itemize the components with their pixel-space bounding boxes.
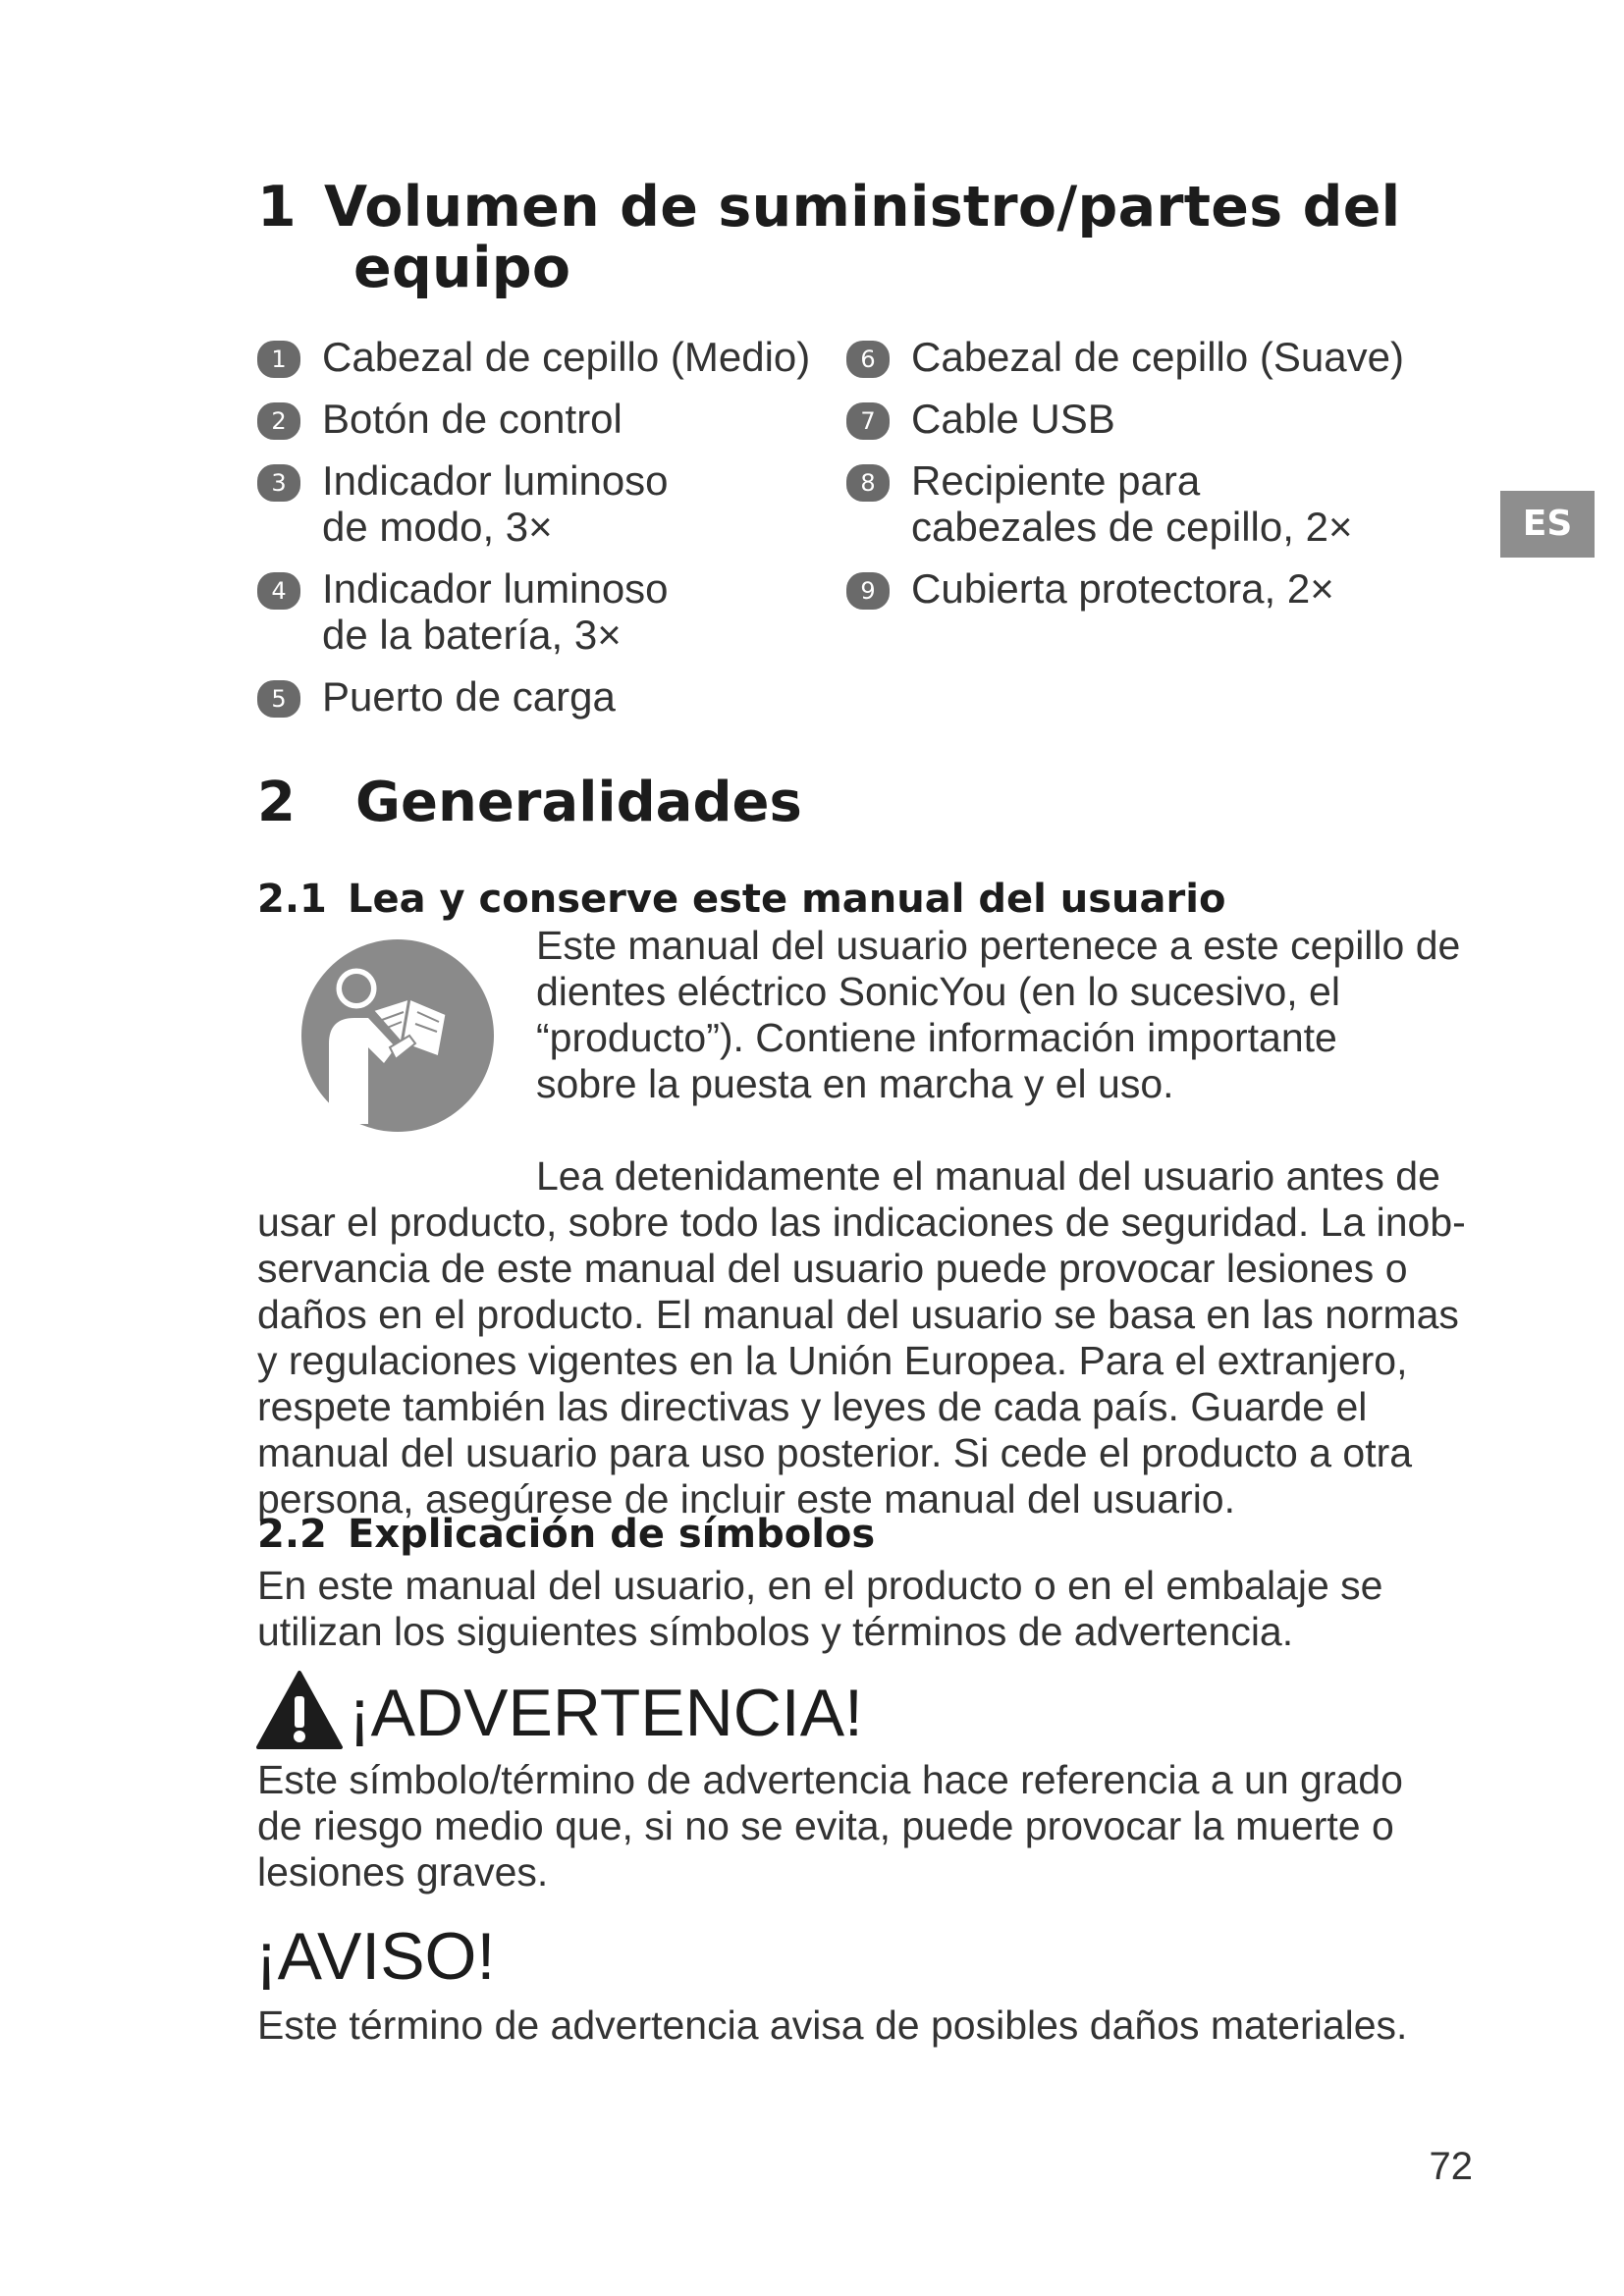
warning-label: ¡ADVERTENCIA! bbox=[349, 1676, 863, 1750]
subsection-2-2-title: Explicación de símbolos bbox=[348, 1512, 876, 1557]
part-item bbox=[257, 673, 846, 720]
part-label: Cabezal de cepillo (Medio) bbox=[322, 334, 811, 380]
part-number-badge: 4 bbox=[257, 572, 300, 610]
part-item bbox=[257, 334, 846, 380]
parts-list-right bbox=[846, 334, 1435, 627]
body-line: utilizan los siguientes símbolos y términos de advertencia. bbox=[257, 1609, 1294, 1654]
part-label-line-2: de la batería, 3× bbox=[322, 612, 622, 658]
part-label: Cable USB bbox=[911, 396, 1115, 442]
part-item bbox=[257, 457, 846, 550]
section-1-title-line-2: equipo bbox=[353, 236, 571, 300]
warning-triangle-icon bbox=[255, 1669, 344, 1751]
part-number-badge: 7 bbox=[846, 402, 890, 440]
intro-line: Este manual del usuario pertenece a este cepillo de bbox=[536, 923, 1461, 968]
read-manual-icon bbox=[299, 937, 496, 1134]
part-label: Recipiente para bbox=[911, 457, 1201, 504]
part-number-badge: 5 bbox=[257, 680, 300, 718]
subsection-2-2-heading bbox=[257, 1512, 875, 1557]
part-number-badge: 1 bbox=[257, 341, 300, 378]
section-1-title bbox=[324, 177, 1404, 298]
part-item bbox=[257, 565, 846, 658]
subsection-2-1-body bbox=[257, 1153, 1485, 1522]
body-line: Este término de advertencia avisa de posibles daños materiales. bbox=[257, 2002, 1408, 2048]
body-line: daños en el producto. El manual del usuario se basa en las normas bbox=[257, 1292, 1459, 1337]
section-2-title: Generalidades bbox=[355, 771, 802, 834]
part-label: Puerto de carga bbox=[322, 673, 616, 720]
subsection-2-1-heading bbox=[257, 877, 1225, 922]
part-number-badge: 9 bbox=[846, 572, 890, 610]
subsection-2-2-text bbox=[257, 1563, 1485, 1655]
intro-line: dientes eléctrico SonicYou (en lo sucesivo, el bbox=[536, 969, 1340, 1014]
body-line: Lea detenidamente el manual del usuario antes de bbox=[536, 1153, 1440, 1199]
body-line: y regulaciones vigentes en la Unión Europea. Para el extranjero, bbox=[257, 1338, 1408, 1383]
part-label-line-2: de modo, 3× bbox=[322, 504, 553, 550]
subsection-2-1-intro bbox=[536, 923, 1479, 1107]
notice-text bbox=[257, 2002, 1485, 2049]
part-label: Indicador luminoso bbox=[322, 457, 669, 504]
part-number-badge: 6 bbox=[846, 341, 890, 378]
part-label-line-2: cabezales de cepillo, 2× bbox=[911, 504, 1353, 550]
part-item bbox=[846, 457, 1435, 550]
intro-line: sobre la puesta en marcha y el uso. bbox=[536, 1061, 1174, 1106]
body-line: de riesgo medio que, si no se evita, puede provocar la muerte o bbox=[257, 1803, 1394, 1848]
body-line: respete también las directivas y leyes de cada país. Guarde el bbox=[257, 1384, 1368, 1429]
part-number-badge: 2 bbox=[257, 402, 300, 440]
part-item bbox=[846, 565, 1435, 612]
subsection-2-2-number: 2.2 bbox=[257, 1512, 327, 1557]
parts-list-left bbox=[257, 334, 846, 735]
page-number: 72 bbox=[1429, 2145, 1473, 2188]
body-line: Este símbolo/término de advertencia hace referencia a un grado bbox=[257, 1757, 1403, 1802]
body-line: En este manual del usuario, en el producto o en el embalaje se bbox=[257, 1563, 1383, 1608]
subsection-2-1-title: Lea y conserve este manual del usuario bbox=[348, 877, 1226, 922]
body-line: manual del usuario para uso posterior. Si cede el producto a otra bbox=[257, 1430, 1413, 1475]
part-label: Botón de control bbox=[322, 396, 623, 442]
part-item bbox=[846, 396, 1435, 442]
part-label: Indicador luminoso bbox=[322, 565, 669, 612]
section-2-number: 2 bbox=[257, 771, 296, 834]
part-item bbox=[257, 396, 846, 442]
subsection-2-1-number: 2.1 bbox=[257, 877, 327, 922]
notice-heading: ¡AVISO! bbox=[255, 1919, 496, 1994]
part-item bbox=[846, 334, 1435, 380]
intro-line: “producto”). Contiene información importante bbox=[536, 1015, 1337, 1060]
language-tab: ES bbox=[1500, 491, 1595, 558]
part-label: Cubierta protectora, 2× bbox=[911, 565, 1334, 612]
body-line: persona, asegúrese de incluir este manual del usuario. bbox=[257, 1476, 1235, 1522]
part-number-badge: 3 bbox=[257, 464, 300, 502]
body-line: lesiones graves. bbox=[257, 1849, 549, 1895]
section-1-number: 1 bbox=[257, 175, 297, 240]
part-label: Cabezal de cepillo (Suave) bbox=[911, 334, 1404, 380]
section-1-title-line-1: Volumen de suministro/partes del bbox=[324, 175, 1401, 240]
body-line: servancia de este manual del usuario puede provocar lesiones o bbox=[257, 1246, 1408, 1291]
part-number-badge: 8 bbox=[846, 464, 890, 502]
warning-text bbox=[257, 1757, 1485, 1896]
body-line: usar el producto, sobre todo las indicaciones de seguridad. La inob- bbox=[257, 1200, 1466, 1245]
